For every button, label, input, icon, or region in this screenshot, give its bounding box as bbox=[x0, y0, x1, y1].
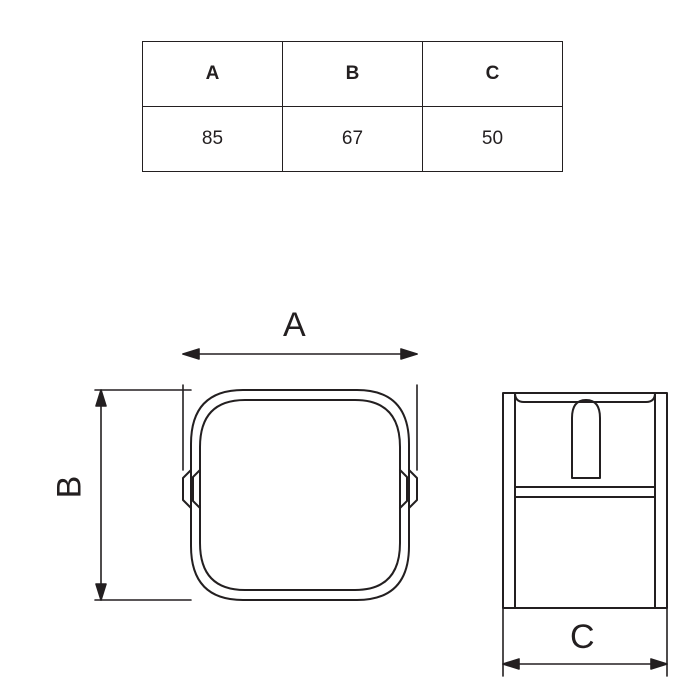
table-header-c: C bbox=[423, 42, 563, 107]
table-header-a: A bbox=[143, 42, 283, 107]
dimension-a bbox=[183, 349, 417, 470]
dimension-b bbox=[95, 390, 191, 600]
front-view-outline bbox=[183, 390, 417, 600]
dimension-label-c: C bbox=[570, 618, 595, 656]
table-cell-a: 85 bbox=[143, 107, 283, 172]
side-view-outline bbox=[503, 393, 667, 608]
dimension-label-a: A bbox=[283, 306, 306, 344]
dimension-label-b: B bbox=[50, 475, 89, 499]
table-cell-b: 67 bbox=[283, 107, 423, 172]
table-cell-c: 50 bbox=[423, 107, 563, 172]
table-header-b: B bbox=[283, 42, 423, 107]
